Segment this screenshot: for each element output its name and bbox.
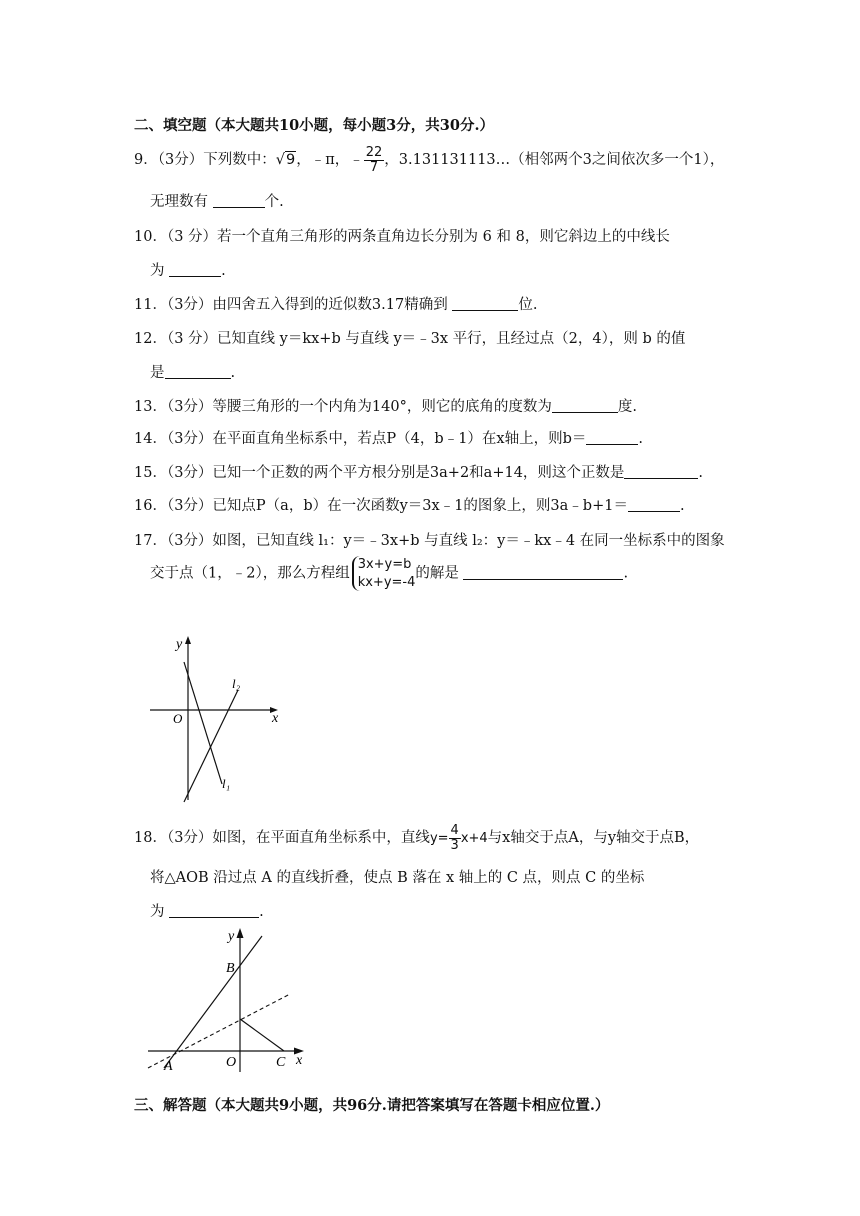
q9-line2-text: 无理数有	[150, 194, 208, 210]
section-2-header: 二、填空题（本大题共10小题，每小题3分，共30分.）	[134, 117, 494, 134]
question-13	[134, 395, 637, 416]
q12-line2-text: 是	[150, 365, 165, 381]
origin-label: O	[226, 1055, 237, 1070]
y-axis-arrow	[237, 928, 244, 938]
answer-blank-9[interactable]	[213, 193, 265, 208]
q9-text-b: ，3.131131113…（相邻两个3之间依次多一个1），	[384, 152, 725, 169]
q9-sep: ，	[296, 152, 311, 169]
q10-number: 10．	[134, 229, 167, 245]
q18-text: （3分）如图，在平面直角坐标系中，直线	[166, 830, 430, 847]
question-17-line2	[150, 556, 628, 591]
question-10	[134, 225, 670, 246]
q14-end: .	[638, 431, 643, 447]
answer-blank-15[interactable]	[624, 464, 698, 479]
q16-end: .	[679, 498, 685, 514]
q10-line2-text: 为	[150, 263, 165, 279]
q10-line2-end: .	[221, 263, 226, 279]
q11-text: （3分）由四舍五入得到的近似数3.17精确到	[166, 297, 448, 313]
q9-frac-sign: ﹣	[349, 152, 364, 169]
l2-label: l₂	[232, 676, 241, 691]
q13-end: 度.	[617, 399, 637, 415]
section-3-header: 三、解答题（本大题共9小题，共96分.请把答案填写在答题卡相应位置.）	[134, 1097, 610, 1114]
q14-text: （3分）在平面直角坐标系中，若点P（4，b﹣1）在x轴上，则b＝	[166, 431, 587, 447]
q17-line2-text: 交于点（1，﹣2），那么方程组	[150, 565, 350, 582]
q15-number: 15．	[134, 465, 167, 481]
q15-text: （3分）已知一个正数的两个平方根分别是3a+2和a+14，则这个正数是	[166, 465, 625, 481]
q12-text: （3 分）已知直线 y＝kx+b 与直线 y＝﹣3x 平行，且经过点（2，4），则 b 的值	[166, 331, 686, 347]
question-12	[134, 327, 685, 348]
line-AB	[164, 936, 262, 1068]
q18-number: 18．	[134, 830, 167, 847]
q18-line3-end: .	[259, 904, 264, 920]
q9-score: （3分）	[157, 152, 204, 169]
q12-number: 12．	[134, 331, 167, 347]
q9-neg-pi: ﹣π，	[310, 152, 350, 169]
q18-line2-text: 将△AOB 沿过点 A 的直线折叠，使点 B 落在 x 轴上的 C 点，则点 C 的坐标	[150, 870, 645, 886]
answer-blank-14[interactable]	[586, 430, 638, 445]
question-18-line2	[150, 866, 644, 887]
q14-number: 14．	[134, 431, 167, 447]
frac-numerator: 22	[365, 145, 383, 160]
q18-text-b: 与x轴交于点A，与y轴交于点B，	[487, 830, 700, 847]
answer-blank-12[interactable]	[165, 364, 231, 379]
line-l1	[184, 662, 222, 784]
q11-end: 位.	[518, 297, 538, 313]
x-axis-label: x	[272, 711, 279, 726]
frac-denominator: 7	[369, 159, 379, 175]
answer-blank-10[interactable]	[169, 262, 221, 277]
fraction-22-7	[364, 146, 385, 174]
q16-number: 16．	[134, 498, 167, 514]
q17-text: （3分）如图，已知直线 l₁：y＝﹣3x+b 与直线 l₂：y＝﹣kx﹣4 在同一坐标系中的图象	[166, 533, 725, 549]
question-18	[134, 824, 699, 852]
q18-eq-suffix: x+4	[460, 831, 488, 847]
frac-numerator: 4	[450, 823, 459, 838]
question-9-line2	[150, 190, 284, 211]
question-10-line2	[150, 259, 226, 280]
q9-number: 9．	[134, 152, 158, 169]
q16-text: （3分）已知点P（a，b）在一次函数y＝3x﹣1的图象上，则3a﹣b+1＝	[166, 498, 628, 514]
q13-text: （3分）等腰三角形的一个内角为140°，则它的底角的度数为	[166, 399, 552, 415]
q11-number: 11．	[134, 297, 167, 313]
answer-blank-18[interactable]	[169, 903, 259, 918]
answer-blank-11[interactable]	[452, 296, 518, 311]
q9-text: 下列数中：	[203, 152, 276, 169]
question-12-line2	[150, 361, 235, 382]
question-16	[134, 494, 685, 515]
q10-text: （3 分）若一个直角三角形的两条直角边长分别为 6 和 8，则它斜边上的中线长	[166, 229, 670, 245]
point-B-label: B	[226, 961, 235, 976]
q12-line2-end: .	[230, 365, 236, 381]
question-17	[134, 529, 725, 550]
x-axis-label: x	[296, 1053, 303, 1068]
figure-17	[140, 632, 290, 804]
point-C-label: C	[276, 1055, 286, 1070]
answer-blank-16[interactable]	[628, 497, 680, 512]
answer-blank-17[interactable]	[463, 565, 623, 580]
question-15	[134, 461, 703, 482]
q17-line2-mid: 的解是	[415, 565, 459, 582]
q9-line2-end: 个.	[264, 194, 284, 210]
l1-label: l₁	[222, 776, 231, 791]
q17-line2-end: .	[623, 565, 629, 582]
question-14	[134, 427, 643, 448]
equation-1: 3x+y=b	[357, 557, 412, 572]
y-axis-arrow	[185, 636, 191, 644]
frac-denominator: 3	[450, 837, 459, 853]
question-9	[134, 146, 724, 174]
figure-18	[142, 926, 312, 1074]
y-axis-label: y	[176, 637, 183, 652]
fraction-4-3	[449, 824, 461, 852]
answer-blank-13[interactable]	[552, 398, 618, 413]
question-18-line3	[150, 900, 264, 921]
point-A-label: A	[164, 1059, 173, 1074]
sqrt-radicand: 9	[285, 152, 296, 169]
q17-number: 17．	[134, 533, 167, 549]
fold-line	[148, 994, 290, 1068]
segment-to-C	[240, 1019, 284, 1051]
equation-2: kx+y=-4	[357, 574, 416, 590]
q18-eq-prefix: y=	[429, 831, 449, 847]
origin-label: O	[173, 711, 183, 726]
equation-system	[352, 556, 416, 591]
q15-end: .	[698, 465, 704, 481]
q13-number: 13．	[134, 399, 167, 415]
q18-line3-text: 为	[150, 904, 165, 920]
y-axis-label: y	[228, 929, 235, 944]
sqrt-9: √9	[275, 152, 296, 169]
question-11	[134, 293, 537, 314]
